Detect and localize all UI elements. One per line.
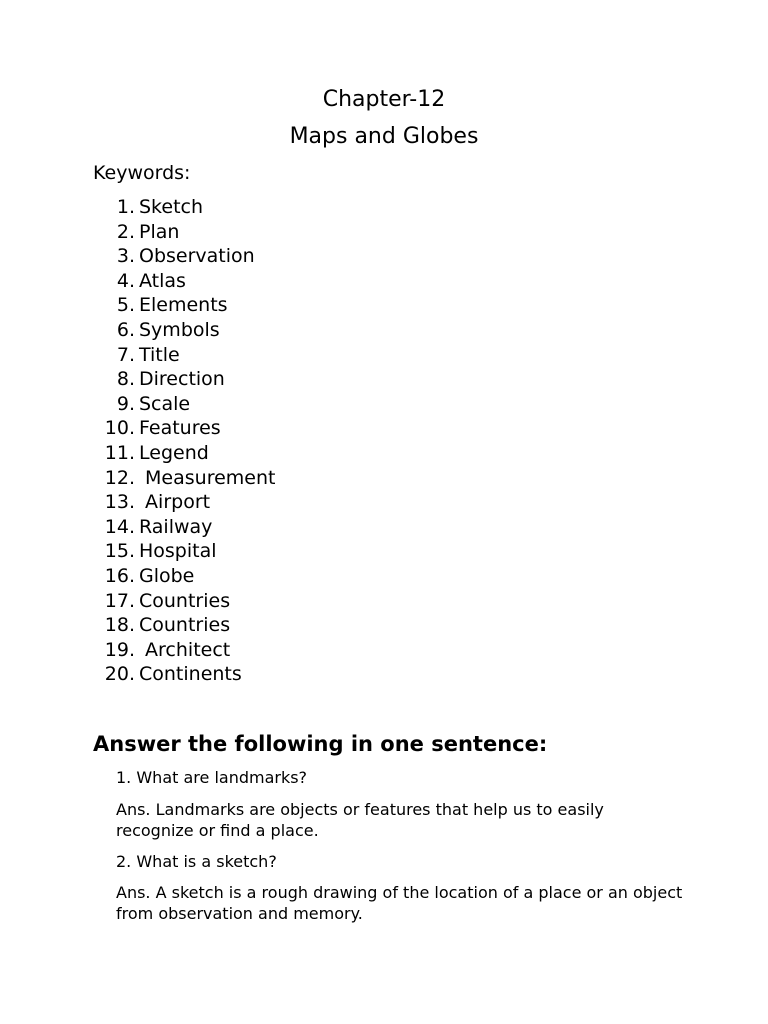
keyword-text: Direction bbox=[139, 368, 225, 391]
keyword-number: 11. bbox=[104, 441, 135, 464]
keyword-text: Observation bbox=[139, 245, 255, 268]
keyword-number: 4. bbox=[116, 269, 135, 292]
keyword-number: 8. bbox=[116, 368, 135, 391]
keyword-text: Symbols bbox=[139, 318, 220, 341]
keyword-text: Continents bbox=[139, 663, 242, 686]
keyword-item bbox=[0, 514, 768, 539]
keyword-number: 1. bbox=[116, 196, 135, 218]
keyword-item bbox=[0, 637, 768, 662]
keyword-text: Hospital bbox=[139, 540, 217, 563]
keyword-number: 20. bbox=[104, 663, 135, 686]
keyword-number: 9. bbox=[116, 392, 135, 415]
keyword-item bbox=[0, 342, 768, 367]
keyword-item bbox=[0, 391, 768, 416]
keyword-text: Title bbox=[139, 343, 180, 366]
keyword-number: 3. bbox=[116, 245, 135, 268]
keyword-text: Legend bbox=[139, 441, 209, 464]
keyword-item bbox=[0, 366, 768, 391]
chapter-title: Chapter-12 bbox=[322, 87, 446, 112]
keyword-item bbox=[0, 440, 768, 465]
answer-1: Ans. Landmarks are objects or features that help us to easily recognize or find a place. bbox=[116, 800, 604, 840]
keyword-item bbox=[0, 612, 768, 637]
keyword-number: 17. bbox=[104, 589, 135, 612]
keyword-text: Features bbox=[139, 417, 221, 440]
keyword-number: 18. bbox=[104, 614, 135, 637]
question-2: 2. What is a sketch? bbox=[116, 852, 277, 871]
answer-2: Ans. A sketch is a rough drawing of the location of a place or an object from observation and memory. bbox=[116, 883, 683, 923]
keyword-item bbox=[0, 465, 768, 490]
keyword-item bbox=[0, 219, 768, 244]
chapter-subtitle: Maps and Globes bbox=[289, 124, 479, 149]
keyword-text: Scale bbox=[139, 392, 191, 415]
keyword-number: 5. bbox=[116, 294, 135, 317]
keyword-item bbox=[0, 194, 768, 219]
keyword-item bbox=[0, 489, 768, 514]
keyword-text: Elements bbox=[139, 294, 228, 317]
keyword-number: 16. bbox=[104, 564, 135, 587]
keyword-text: Sketch bbox=[139, 196, 204, 218]
keyword-number: 6. bbox=[116, 318, 135, 341]
keyword-text: Plan bbox=[139, 220, 180, 243]
keyword-list bbox=[0, 194, 768, 686]
keyword-number: 12. bbox=[104, 466, 135, 489]
keyword-item bbox=[0, 292, 768, 317]
keyword-item bbox=[0, 538, 768, 563]
keyword-text: Countries bbox=[139, 589, 231, 612]
keywords-heading: Keywords: bbox=[93, 162, 191, 184]
keyword-text: Railway bbox=[139, 515, 213, 538]
keyword-text: Atlas bbox=[139, 269, 186, 292]
keyword-number: 14. bbox=[104, 515, 135, 538]
keyword-number: 15. bbox=[104, 540, 135, 563]
question-1: 1. What are landmarks? bbox=[116, 768, 308, 787]
keyword-item bbox=[0, 588, 768, 613]
keyword-item bbox=[0, 268, 768, 293]
keyword-item bbox=[0, 563, 768, 588]
keyword-text: Globe bbox=[139, 564, 195, 587]
keyword-number: 2. bbox=[116, 220, 135, 243]
keyword-text: Airport bbox=[139, 491, 211, 514]
keyword-item bbox=[0, 317, 768, 342]
keyword-number: 7. bbox=[116, 343, 135, 366]
keyword-number: 10. bbox=[104, 417, 135, 440]
keyword-text: Countries bbox=[139, 614, 231, 637]
keyword-number: 19. bbox=[104, 638, 135, 661]
section-heading: Answer the following in one sentence: bbox=[93, 732, 548, 756]
keyword-text: Architect bbox=[139, 638, 231, 661]
keyword-item bbox=[0, 415, 768, 440]
keyword-number: 13. bbox=[104, 491, 135, 514]
keyword-text: Measurement bbox=[139, 466, 276, 489]
keyword-item bbox=[0, 661, 768, 686]
keyword-item bbox=[0, 243, 768, 268]
